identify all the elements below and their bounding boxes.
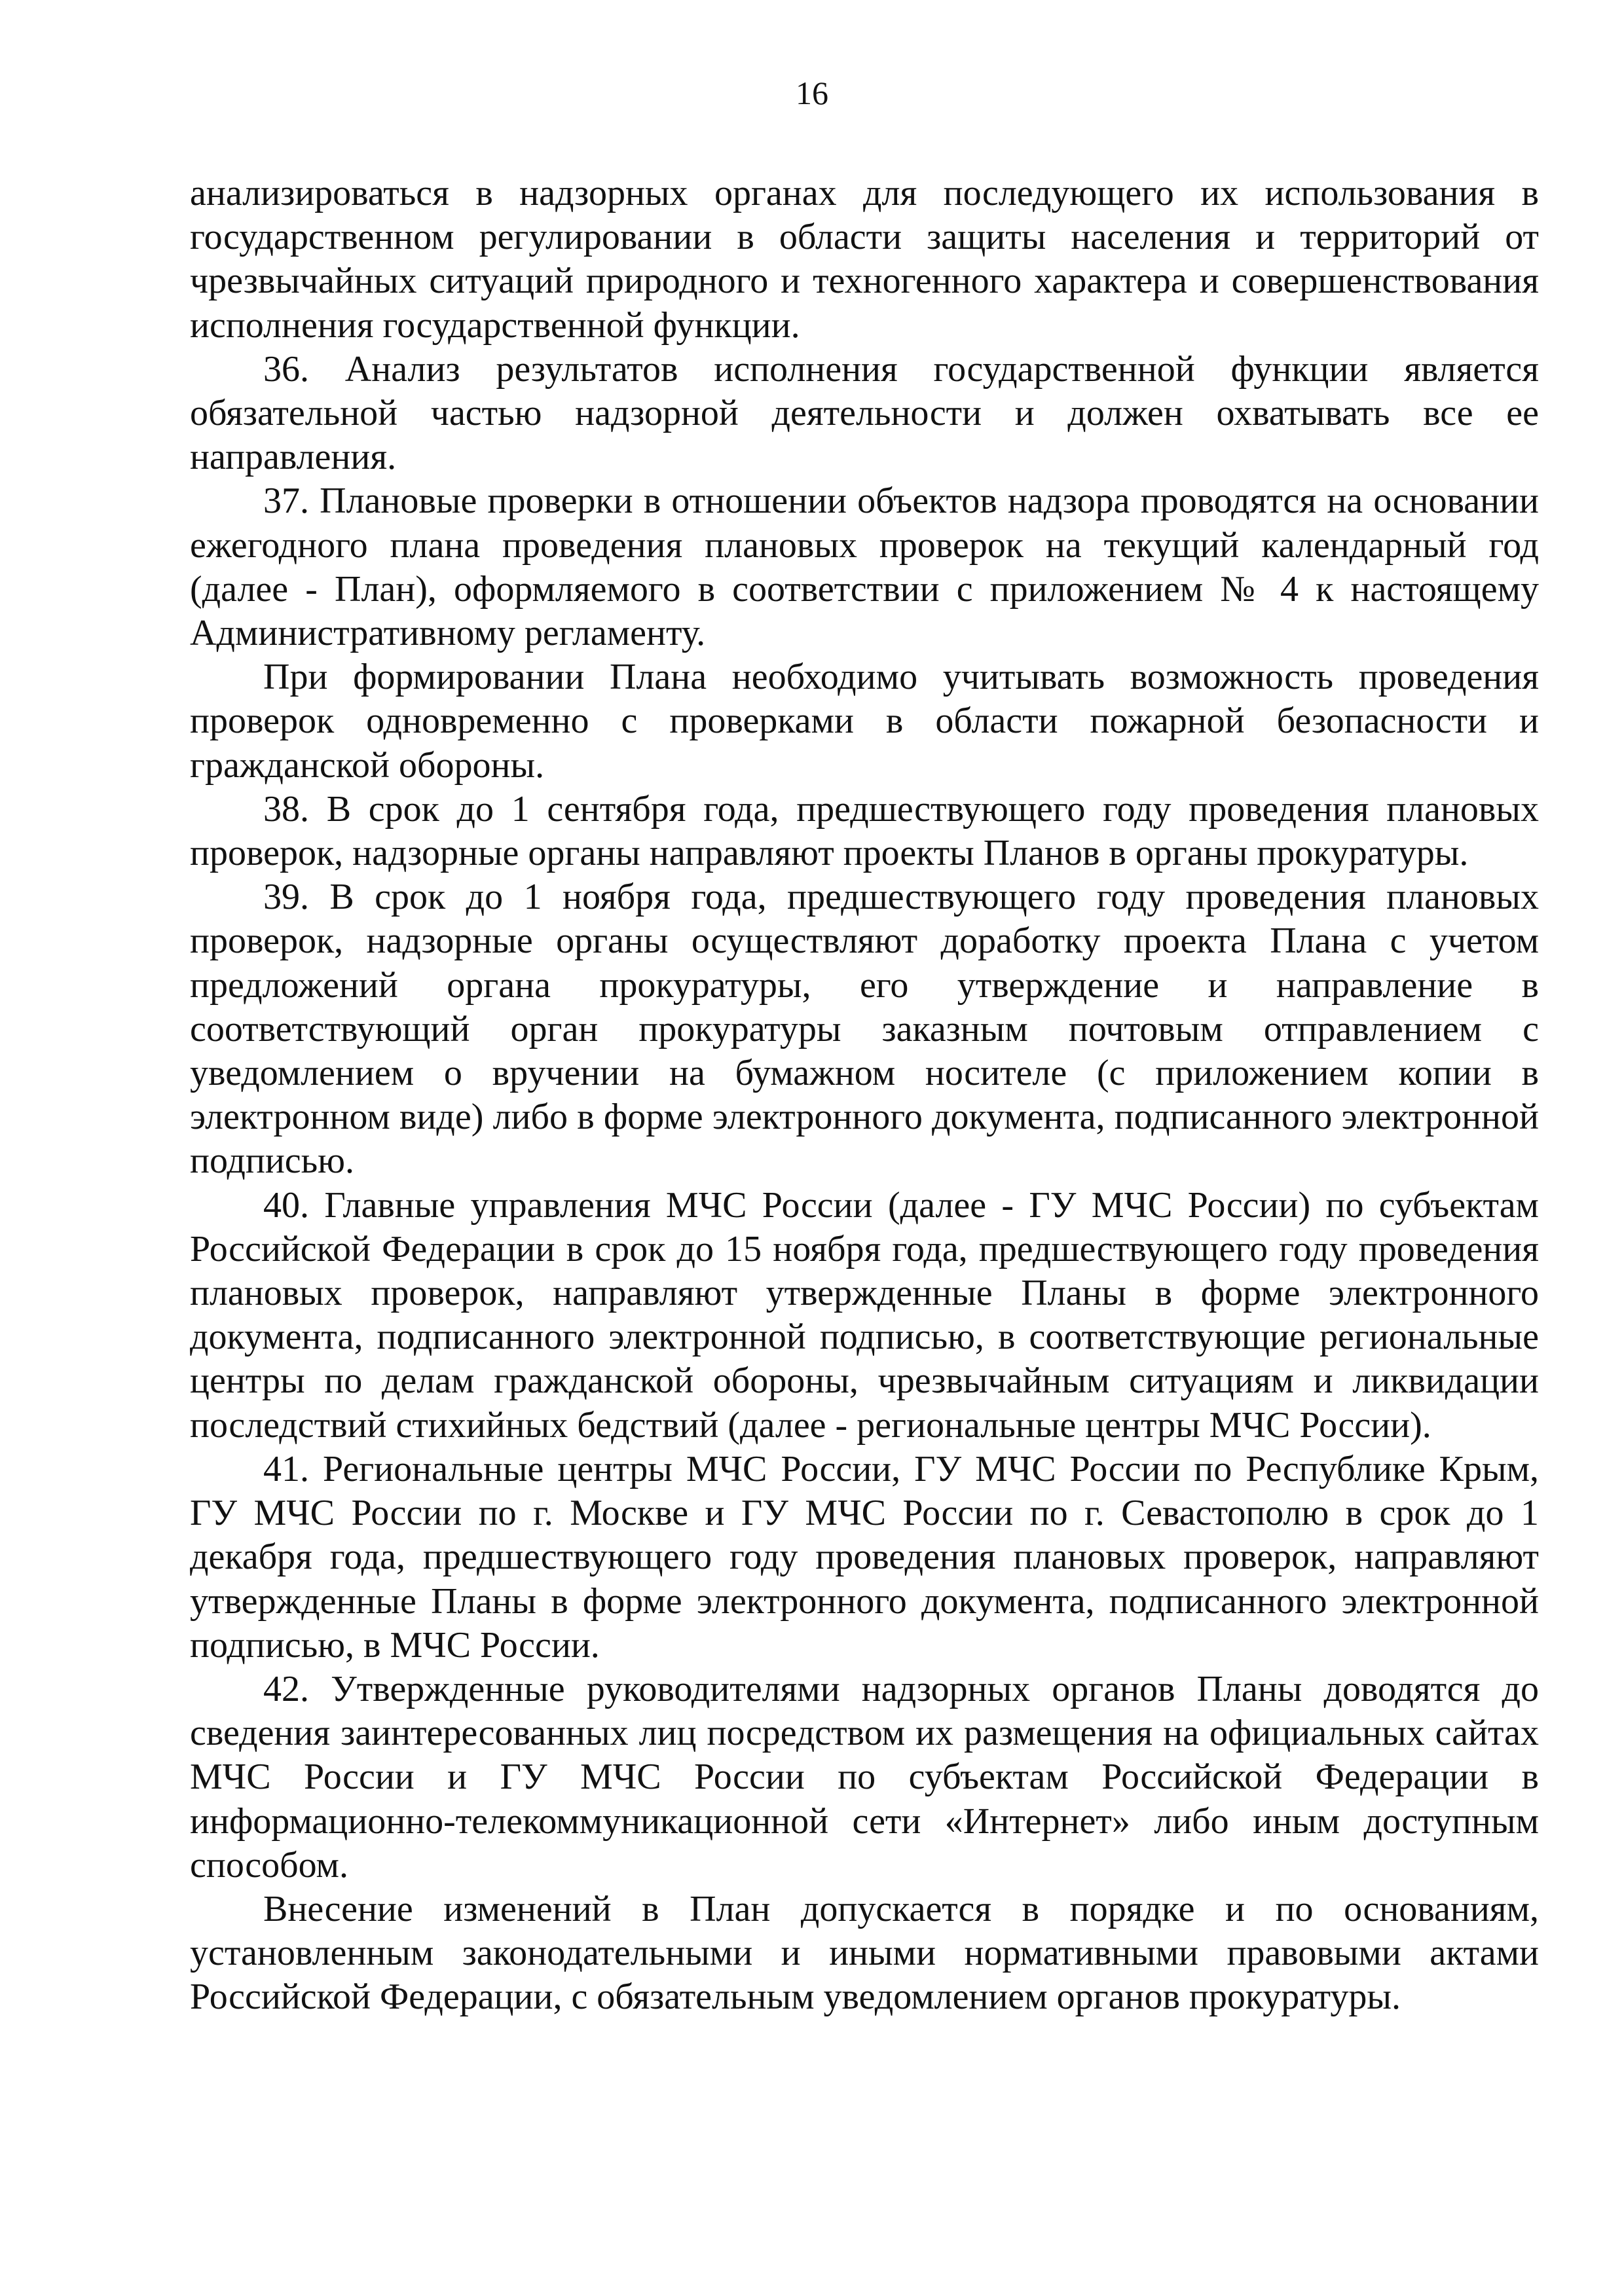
page-number: 16	[796, 75, 828, 111]
paragraph-41: 41. Региональные центры МЧС России, ГУ МЧС России по Республике Крым, ГУ МЧС России по г. Москве и ГУ МЧС России по г. Севастополю в срок до 1 декабря года, предшествующего году проведения плановых проверок, направляют утвержденные Планы в форме электронного документа, подписанного электронной подписью, в МЧС России.	[190, 1448, 1539, 1666]
paragraph-37: 37. Плановые проверки в отношении объектов надзора проводятся на основании ежегодного плана проведения плановых проверок на текущий календарный год (далее - План), оформляемого в соответствии с приложением № 4 к настоящему Административному регламенту.	[190, 481, 1539, 654]
paragraph-continuation: анализироваться в надзорных органах для последующего их использования в государственном регулировании в области защиты населения и территорий от чрезвычайных ситуаций природного и техногенного характера и совершенствования исполнения государственной функции.	[190, 173, 1539, 346]
paragraph-39: 39. В срок до 1 ноября года, предшествующего году проведения плановых проверок, надзорные органы осуществляют доработку проекта Плана с учетом предложений органа прокуратуры, его утверждение и направление в соответствующий орган прокуратуры заказным почтовым отправлением с уведомлением о вручении на бумажном носителе (с приложением копии в электронном виде) либо в форме электронного документа, подписанного электронной подписью.	[190, 877, 1539, 1182]
paragraph-38: 38. В срок до 1 сентября года, предшествующего году проведения плановых проверок, надзорные органы направляют проекты Планов в органы прокуратуры.	[190, 788, 1539, 874]
document-body	[190, 172, 1539, 2020]
paragraph-42: 42. Утвержденные руководителями надзорных органов Планы доводятся до сведения заинтересованных лиц посредством их размещения на официальных сайтах МЧС России и ГУ МЧС России по субъектам Российской Федерации в информационно-телекоммуникационной сети «Интернет» либо иным доступным способом.	[190, 1668, 1539, 1886]
paragraph-36: 36. Анализ результатов исполнения государственной функции является обязательной частью надзорной деятельности и должен охватывать все ее направления.	[190, 348, 1539, 478]
paragraph-42-note: Внесение изменений в План допускается в порядке и по основаниям, установленным законодательными и иными нормативными правовыми актами Российской Федерации, с обязательным уведомлением органов прокуратуры.	[190, 1888, 1539, 2018]
paragraph-40: 40. Главные управления МЧС России (далее - ГУ МЧС России) по субъектам Российской Федерации в срок до 15 ноября года, предшествующего году проведения плановых проверок, направляют утвержденные Планы в форме электронного документа, подписанного электронной подписью, в соответствующие региональные центры по делам гражданской обороны, чрезвычайным ситуациям и ликвидации последствий стихийных бедствий (далее - региональные центры МЧС России).	[190, 1184, 1539, 1446]
paragraph-37-note: При формировании Плана необходимо учитывать возможность проведения проверок одновременно с проверками в области пожарной безопасности и гражданской обороны.	[190, 657, 1539, 786]
